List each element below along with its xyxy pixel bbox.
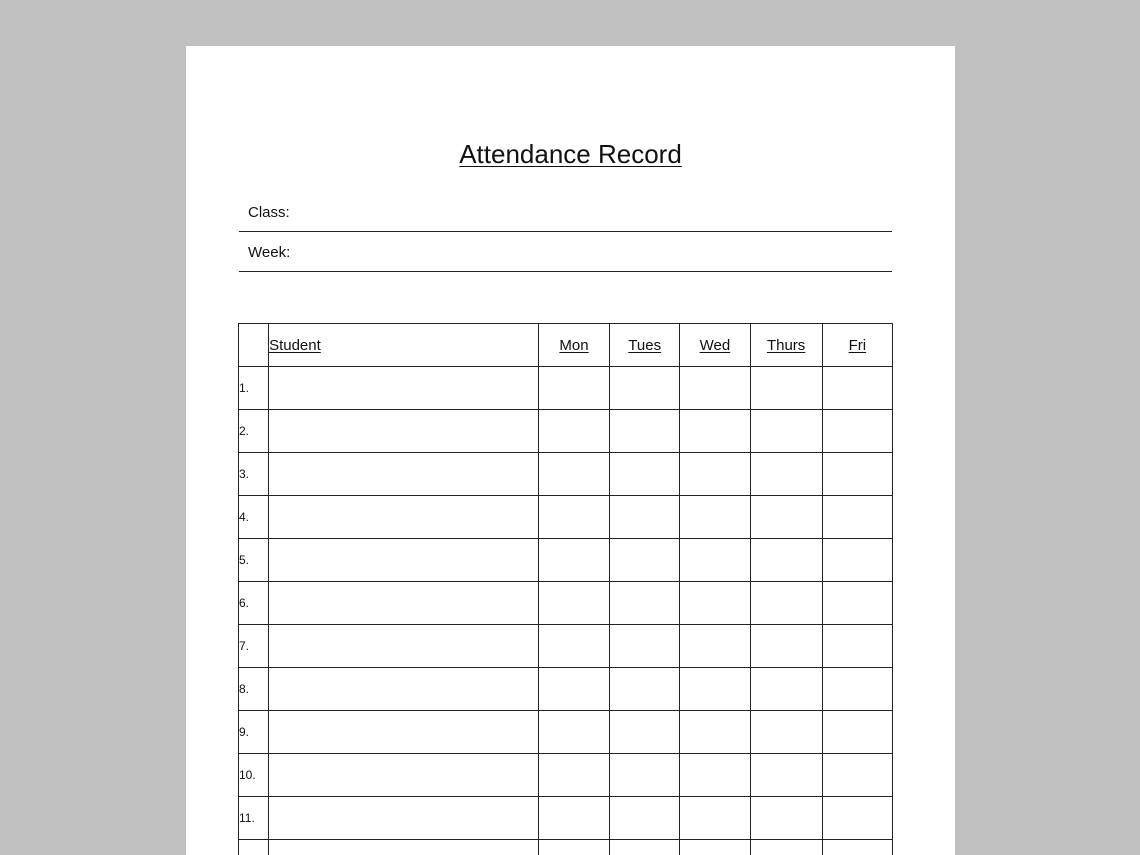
- page-title: [186, 139, 955, 170]
- fri-cell[interactable]: [822, 496, 892, 539]
- tues-cell[interactable]: [610, 625, 680, 668]
- header-mon-label: Mon: [559, 336, 589, 354]
- tues-cell[interactable]: [610, 797, 680, 840]
- student-cell[interactable]: [269, 625, 539, 668]
- page-title-text: Attendance Record: [459, 139, 682, 169]
- student-cell[interactable]: [269, 496, 539, 539]
- student-cell[interactable]: [269, 410, 539, 453]
- mon-cell[interactable]: [538, 625, 609, 668]
- wed-cell[interactable]: [680, 625, 750, 668]
- mon-cell[interactable]: [538, 797, 609, 840]
- thurs-cell[interactable]: [750, 539, 822, 582]
- wed-cell[interactable]: [680, 496, 750, 539]
- student-cell[interactable]: [269, 797, 539, 840]
- tues-cell[interactable]: [610, 711, 680, 754]
- thurs-cell[interactable]: [750, 711, 822, 754]
- student-cell[interactable]: [269, 711, 539, 754]
- tues-cell[interactable]: [610, 754, 680, 797]
- wed-cell[interactable]: [680, 410, 750, 453]
- table-row: [239, 754, 893, 797]
- table-row: [239, 582, 893, 625]
- student-cell[interactable]: [269, 367, 539, 410]
- table-row: [239, 668, 893, 711]
- attendance-table-body: [239, 367, 893, 855]
- mon-cell[interactable]: [538, 711, 609, 754]
- mon-cell[interactable]: [538, 496, 609, 539]
- row-number: 9.: [239, 711, 269, 754]
- table-row: [239, 453, 893, 496]
- table-row: [239, 711, 893, 754]
- student-cell[interactable]: [269, 840, 539, 855]
- thurs-cell[interactable]: [750, 625, 822, 668]
- header-thurs-label: Thurs: [766, 336, 806, 354]
- wed-cell[interactable]: [680, 797, 750, 840]
- header-fri-label: Fri: [848, 336, 867, 354]
- student-cell[interactable]: [269, 668, 539, 711]
- thurs-cell[interactable]: [750, 668, 822, 711]
- wed-cell[interactable]: [680, 668, 750, 711]
- table-row: [239, 840, 893, 855]
- mon-cell[interactable]: [538, 754, 609, 797]
- thurs-cell[interactable]: [750, 840, 822, 855]
- row-number: 7.: [239, 625, 269, 668]
- table-row: [239, 410, 893, 453]
- wed-cell[interactable]: [680, 367, 750, 410]
- row-number: 1.: [239, 367, 269, 410]
- wed-cell[interactable]: [680, 582, 750, 625]
- fri-cell[interactable]: [822, 625, 892, 668]
- week-field[interactable]: [239, 231, 892, 272]
- class-label: Class:: [248, 204, 290, 221]
- wed-cell[interactable]: [680, 711, 750, 754]
- thurs-cell[interactable]: [750, 754, 822, 797]
- header-tues: [610, 324, 680, 367]
- table-row: [239, 539, 893, 582]
- fri-cell[interactable]: [822, 410, 892, 453]
- thurs-cell[interactable]: [750, 797, 822, 840]
- tues-cell[interactable]: [610, 840, 680, 855]
- class-field[interactable]: [239, 191, 892, 232]
- table-row: [239, 625, 893, 668]
- row-number: 8.: [239, 668, 269, 711]
- row-number: 11.: [239, 797, 269, 840]
- mon-cell[interactable]: [538, 668, 609, 711]
- tues-cell[interactable]: [610, 539, 680, 582]
- thurs-cell[interactable]: [750, 367, 822, 410]
- mon-cell[interactable]: [538, 840, 609, 855]
- thurs-cell[interactable]: [750, 496, 822, 539]
- mon-cell[interactable]: [538, 582, 609, 625]
- student-cell[interactable]: [269, 754, 539, 797]
- student-cell[interactable]: [269, 539, 539, 582]
- tues-cell[interactable]: [610, 582, 680, 625]
- student-cell[interactable]: [269, 453, 539, 496]
- table-row: [239, 367, 893, 410]
- mon-cell[interactable]: [538, 539, 609, 582]
- fri-cell[interactable]: [822, 453, 892, 496]
- week-label: Week:: [248, 244, 291, 261]
- row-number: 10.: [239, 754, 269, 797]
- mon-cell[interactable]: [538, 410, 609, 453]
- student-cell[interactable]: [269, 582, 539, 625]
- fri-cell[interactable]: [822, 711, 892, 754]
- mon-cell[interactable]: [538, 453, 609, 496]
- header-number: [239, 324, 269, 367]
- tues-cell[interactable]: [610, 668, 680, 711]
- header-fri: [822, 324, 892, 367]
- attendance-table: [238, 323, 893, 855]
- thurs-cell[interactable]: [750, 410, 822, 453]
- table-header-row: [239, 324, 893, 367]
- fri-cell[interactable]: [822, 840, 892, 855]
- row-number: 4.: [239, 496, 269, 539]
- table-row: [239, 797, 893, 840]
- row-number: 6.: [239, 582, 269, 625]
- row-number: 3.: [239, 453, 269, 496]
- tues-cell[interactable]: [610, 496, 680, 539]
- wed-cell[interactable]: [680, 754, 750, 797]
- fri-cell[interactable]: [822, 582, 892, 625]
- mon-cell[interactable]: [538, 367, 609, 410]
- fri-cell[interactable]: [822, 754, 892, 797]
- wed-cell[interactable]: [680, 539, 750, 582]
- tues-cell[interactable]: [610, 410, 680, 453]
- wed-cell[interactable]: [680, 840, 750, 855]
- header-thurs: [750, 324, 822, 367]
- header-student: [269, 324, 539, 367]
- fri-cell[interactable]: [822, 797, 892, 840]
- fri-cell[interactable]: [822, 668, 892, 711]
- wed-cell[interactable]: [680, 453, 750, 496]
- fri-cell[interactable]: [822, 539, 892, 582]
- header-mon: [538, 324, 609, 367]
- header-student-label: Student: [269, 336, 321, 354]
- header-wed-label: Wed: [699, 336, 731, 354]
- row-number: 5.: [239, 539, 269, 582]
- header-tues-label: Tues: [628, 336, 662, 354]
- thurs-cell[interactable]: [750, 453, 822, 496]
- fri-cell[interactable]: [822, 367, 892, 410]
- tues-cell[interactable]: [610, 367, 680, 410]
- header-wed: [680, 324, 750, 367]
- row-number: 2.: [239, 410, 269, 453]
- row-number: [239, 840, 269, 855]
- thurs-cell[interactable]: [750, 582, 822, 625]
- tues-cell[interactable]: [610, 453, 680, 496]
- document-page: [186, 46, 955, 855]
- table-row: [239, 496, 893, 539]
